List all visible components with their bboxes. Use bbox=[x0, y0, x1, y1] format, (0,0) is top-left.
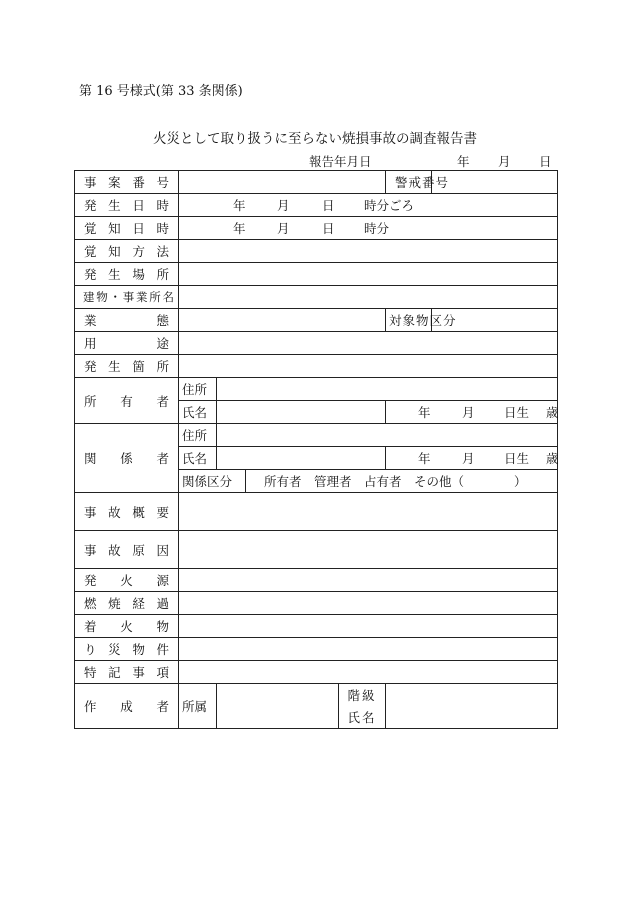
label-owner-name: 氏名 bbox=[179, 401, 217, 424]
accident-cause-field[interactable] bbox=[179, 531, 558, 569]
case-number-field[interactable] bbox=[179, 171, 386, 194]
label-owner: 所有者 bbox=[75, 378, 179, 424]
det-month: 月 bbox=[276, 221, 290, 236]
owner-address-field[interactable] bbox=[217, 378, 558, 401]
label-business-type: 業態 bbox=[75, 309, 179, 332]
label-first-ignited: 着火物 bbox=[75, 615, 179, 638]
damaged-items-field[interactable] bbox=[179, 638, 558, 661]
label-occurrence-datetime: 発生日時 bbox=[75, 194, 179, 217]
label-occurrence-point: 発生箇所 bbox=[75, 355, 179, 378]
report-title: 火災として取り扱うに至らない焼損事故の調査報告書 bbox=[153, 131, 477, 147]
occ-time: 時分ごろ bbox=[363, 198, 414, 213]
related-address-field[interactable] bbox=[217, 424, 558, 447]
occurrence-point-field[interactable] bbox=[179, 355, 558, 378]
alert-number-field[interactable] bbox=[432, 171, 558, 194]
label-owner-address: 住所 bbox=[179, 378, 217, 401]
label-object-category: 対象物区分 bbox=[386, 309, 432, 332]
detection-datetime-field[interactable] bbox=[179, 217, 558, 240]
owner-birth-month: 月 bbox=[461, 405, 475, 420]
occ-month: 月 bbox=[276, 198, 290, 213]
form-number: 第 16 号様式(第 33 条関係) bbox=[79, 84, 243, 99]
row-author-rank bbox=[75, 684, 558, 707]
label-accident-summary: 事故概要 bbox=[75, 493, 179, 531]
accident-summary-field[interactable] bbox=[179, 493, 558, 531]
label-ignition-source: 発火源 bbox=[75, 569, 179, 592]
label-author: 作成者 bbox=[75, 684, 179, 729]
owner-name-field[interactable] bbox=[217, 401, 386, 424]
relation-options[interactable]: 所有者 管理者 占有者 その他（ ） bbox=[246, 470, 558, 493]
row-building-name bbox=[75, 286, 558, 309]
occurrence-place-field[interactable] bbox=[179, 263, 558, 286]
row-burning-process bbox=[75, 592, 558, 615]
row-detection-method bbox=[75, 240, 558, 263]
usage-field[interactable] bbox=[179, 332, 558, 355]
label-damaged-items: り災物件 bbox=[75, 638, 179, 661]
report-date-day: 日 bbox=[539, 154, 552, 169]
label-related-address: 住所 bbox=[179, 424, 217, 447]
special-notes-field[interactable] bbox=[179, 661, 558, 684]
related-birth-field[interactable] bbox=[386, 447, 558, 470]
row-ignition-source bbox=[75, 569, 558, 592]
label-related-person: 関係者 bbox=[75, 424, 179, 493]
det-day: 日 bbox=[321, 221, 335, 236]
row-occurrence-point bbox=[75, 355, 558, 378]
report-date-year: 年 bbox=[457, 154, 470, 169]
row-accident-cause bbox=[75, 531, 558, 569]
owner-birth-field[interactable] bbox=[386, 401, 558, 424]
row-occurrence-datetime bbox=[75, 194, 558, 217]
label-alert-number: 警戒番号 bbox=[386, 171, 432, 194]
related-birth-month: 月 bbox=[461, 451, 475, 466]
row-related-address bbox=[75, 424, 558, 447]
report-date-label: 報告年月日 bbox=[309, 154, 372, 169]
row-detection-datetime bbox=[75, 217, 558, 240]
row-usage bbox=[75, 332, 558, 355]
report-date-month: 月 bbox=[498, 154, 511, 169]
det-year: 年 bbox=[232, 221, 246, 236]
detection-method-field[interactable] bbox=[179, 240, 558, 263]
first-ignited-field[interactable] bbox=[179, 615, 558, 638]
row-occurrence-place bbox=[75, 263, 558, 286]
owner-age: 歳 bbox=[545, 405, 559, 420]
label-affiliation: 所属 bbox=[179, 684, 217, 729]
rank-name-field[interactable] bbox=[386, 684, 558, 729]
burning-process-field[interactable] bbox=[179, 592, 558, 615]
related-birth-day: 日生 bbox=[503, 451, 529, 466]
label-building-name: 建物・事業所名 bbox=[75, 286, 179, 309]
label-related-name: 氏名 bbox=[179, 447, 217, 470]
related-age: 歳 bbox=[545, 451, 559, 466]
row-special-notes bbox=[75, 661, 558, 684]
report-form-table bbox=[74, 170, 558, 729]
label-relation-category: 関係区分 bbox=[179, 470, 246, 493]
row-business-type bbox=[75, 309, 558, 332]
det-time: 時分 bbox=[363, 221, 389, 236]
occurrence-datetime-field[interactable] bbox=[179, 194, 558, 217]
ignition-source-field[interactable] bbox=[179, 569, 558, 592]
owner-birth-day: 日生 bbox=[503, 405, 529, 420]
building-name-field[interactable] bbox=[179, 286, 558, 309]
related-name-field[interactable] bbox=[217, 447, 386, 470]
row-accident-summary bbox=[75, 493, 558, 531]
label-author-name: 氏名 bbox=[339, 706, 386, 729]
row-first-ignited bbox=[75, 615, 558, 638]
label-burning-process: 燃焼経過 bbox=[75, 592, 179, 615]
label-detection-datetime: 覚知日時 bbox=[75, 217, 179, 240]
row-owner-address bbox=[75, 378, 558, 401]
label-case-number: 事案番号 bbox=[75, 171, 179, 194]
label-usage: 用途 bbox=[75, 332, 179, 355]
label-special-notes: 特記事項 bbox=[75, 661, 179, 684]
owner-birth-year: 年 bbox=[417, 405, 431, 420]
affiliation-field[interactable] bbox=[217, 684, 339, 729]
occ-day: 日 bbox=[321, 198, 335, 213]
label-accident-cause: 事故原因 bbox=[75, 531, 179, 569]
related-birth-year: 年 bbox=[417, 451, 431, 466]
business-type-field[interactable] bbox=[179, 309, 386, 332]
label-occurrence-place: 発生場所 bbox=[75, 263, 179, 286]
row-case-number bbox=[75, 171, 558, 194]
row-damaged-items bbox=[75, 638, 558, 661]
label-rank: 階級 bbox=[339, 684, 386, 707]
label-detection-method: 覚知方法 bbox=[75, 240, 179, 263]
occ-year: 年 bbox=[232, 198, 246, 213]
